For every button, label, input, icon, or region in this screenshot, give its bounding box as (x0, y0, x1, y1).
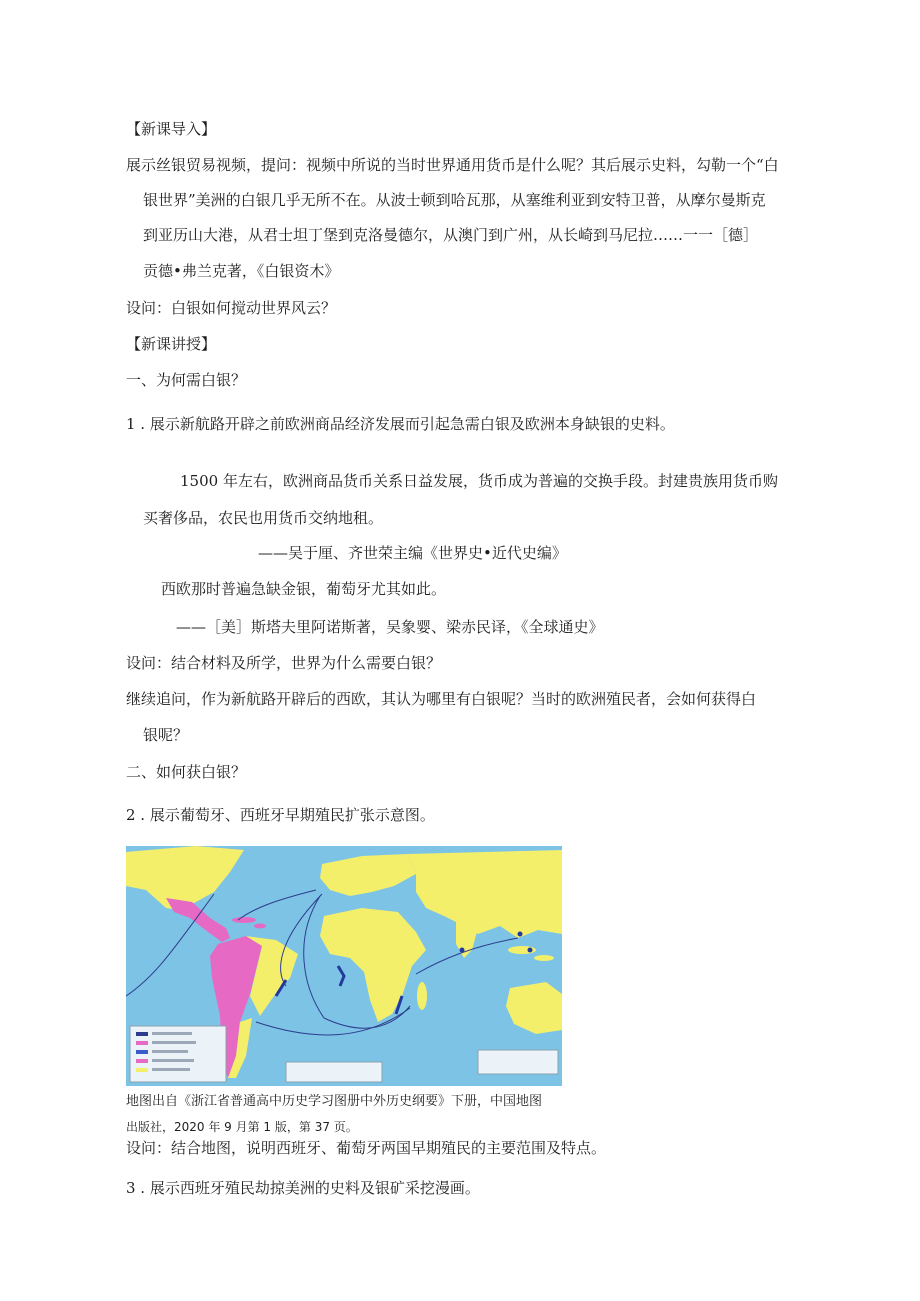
map-caption-line: 出版社，2020 年 9 月第 1 版，第 37 页。 (126, 1120, 358, 1134)
quote-2: 西欧那时普遍急缺金银，葡萄牙尤其如此。 (161, 580, 447, 598)
question-2: 设问：结合材料及所学，世界为什么需要白银？ (126, 654, 442, 672)
follow-up-line: 继续追问，作为新航路开辟后的西欧，其认为哪里有白银呢？当时的欧洲殖民者，会如何获得白 (126, 690, 757, 708)
question-1: 设问：白银如何搅动世界风云？ (126, 299, 337, 317)
colonial-expansion-map (126, 846, 562, 1086)
intro-line: 展示丝银贸易视频，提问：视频中所说的当时世界通用货币是什么呢？其后展示史料，勾勒一个“白 (126, 156, 779, 174)
quote-1-line: 买奢侈品，农民也用货币交纳地租。 (143, 509, 384, 527)
follow-up-line: 银呢？ (143, 726, 189, 744)
intro-line: 到亚历山大港，从君士坦丁堡到克洛曼德尔，从澳门到广州，从长崎到马尼拉……一一［德］ (143, 226, 759, 244)
quote-1-source: ——吴于厘、齐世荣主编《世界史•近代史编》 (258, 544, 567, 562)
quote-2-source: ——［美］斯塔夫里阿诺斯著，吴象婴、梁赤民译，《全球通史》 (176, 618, 604, 636)
intro-line: 银世界”美洲的白银几乎无所不在。从波士顿到哈瓦那，从塞维利亚到安特卫普，从摩尔曼斯克 (143, 191, 766, 209)
section-heading-intro: 【新课导入】 (126, 120, 217, 138)
item-3: 3 . 展示西班牙殖民劫掠美洲的史料及银矿采挖漫画。 (126, 1179, 480, 1197)
section-heading-lecture: 【新课讲授】 (126, 335, 217, 353)
quote-1-line: 1500 年左右，欧洲商品货币关系日益发展，货币成为普遍的交换手段。封建贵族用货币购 (180, 472, 778, 490)
map-caption-line: 地图出自《浙江省普通高中历史学习图册中外历史纲要》下册，中国地图 (126, 1094, 543, 1109)
intro-line: 贡德•弗兰克著，《白银资木》 (143, 262, 340, 280)
part-1-heading: 一、为何需白银？ (126, 371, 247, 389)
question-3: 设问：结合地图，说明西班牙、葡萄牙两国早期殖民的主要范围及特点。 (126, 1139, 607, 1157)
part-2-heading: 二、如何获白银？ (126, 763, 247, 781)
item-2: 2 . 展示葡萄牙、西班牙早期殖民扩张示意图。 (126, 806, 435, 824)
item-1: 1 . 展示新航路开辟之前欧洲商品经济发展而引起急需白银及欧洲本身缺银的史料。 (126, 415, 675, 433)
